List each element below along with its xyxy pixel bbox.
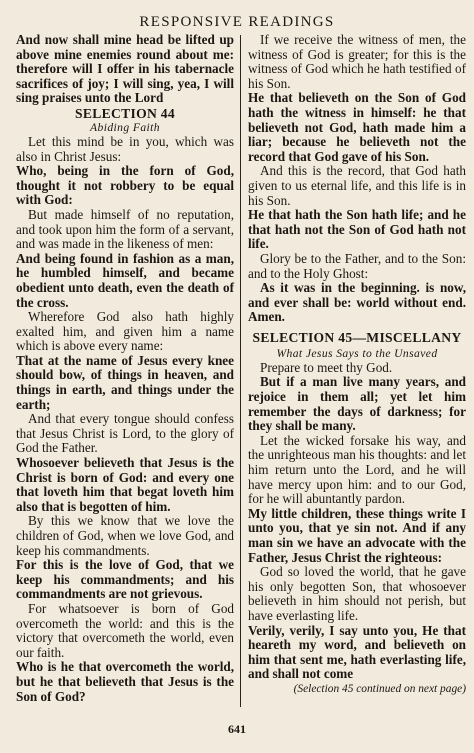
reading-leader-line: God so loved the world, that he gave his only begotten Son, that whosoever believeth in him should not perish, but have everlasting life.	[247, 564, 466, 623]
reading-people-line: But if a man live many years, and rejoice in them all; yet let him remember the days of darkness; for they shall be many.	[247, 374, 466, 434]
reading-leader-line: Let this mind be in you, which was also in Christ Jesus:	[16, 133, 235, 164]
reading-people-line: For this is the love of God, that we keep his commandments; and his commandments are not grievous.	[16, 557, 235, 602]
reading-people-line: That at the name of Jesus every knee should bow, of things in heaven, and things in earth, and things under the earth;	[16, 352, 235, 412]
reading-leader-line: For whatsoever is born of God overcometh the world: and this is the victory that overcometh the world, even our faith.	[16, 600, 235, 660]
page-header: RESPONSIVE READINGS	[139, 14, 335, 30]
gloria-leader-line: Glory be to the Father, and to the Son: and to the Holy Ghost:	[247, 250, 466, 281]
reading-people-line: My little children, these things write I unto you, that ye sin not. And if any man sin we have an advocate with the Father, Jesus Christ the righteous:	[247, 505, 466, 565]
reading-people-line: And being found in fashion as a man, he humbled himself, and became obedient unto death, even the death of the cross.	[16, 250, 235, 310]
reading-people-line: Who is he that overcometh the world, but he that believeth that Jesus is the Son of God?	[16, 659, 235, 704]
right-column	[241, 33, 466, 718]
selection-44-title: SELECTION 44	[75, 105, 175, 121]
reading-leader-line: And this is the record, that God hath given to us eternal life, and this life is in his Son.	[247, 163, 466, 208]
reading-leader-line: By this we know that we love the children of God, when we love God, and keep his commandments.	[16, 513, 235, 558]
reading-people-line: Verily, verily, I say unto you, He that heareth my word, and believeth on him that sent me, hath everlasting life, and shall not come	[247, 622, 466, 682]
continued-note: (Selection 45 continued on next page)	[293, 682, 466, 695]
selection-45-subtitle: What Jesus Says to the Unsaved	[276, 346, 438, 360]
page-number: 641	[228, 722, 246, 736]
reading-leader-line: If we receive the witness of men, the witness of God is greater; for this is the witness of God which he hath testified of his Son.	[247, 33, 466, 91]
reading-leader-line: Prepare to meet thy God.	[259, 359, 393, 375]
reading-people-line: Who, being in the forn of God, thought it not robbery to be equal with God:	[16, 163, 235, 208]
gloria-people-line: As it was in the beginning. is now, and ever shall be: world without end. Amen.	[247, 280, 466, 325]
reading-leader-line: Wherefore God also hath highly exalted him, and given him a name which is above every name:	[16, 309, 235, 354]
reading-leader-line: Let the wicked forsake his way, and the unrighteous man his thoughts: and let him return unto the Lord, and he will have mercy upon him: and to our God, for he will abuntantly pardon.	[247, 432, 466, 507]
reading-people-line: And now shall mine head be lifted up above mine enemies round about me: therefore will I offer in his tabernacle sacrifices of joy; I will sing, yea, I will sing praises unto the Lord	[16, 33, 235, 106]
selection-44-subtitle: Abiding Faith	[90, 120, 160, 134]
left-column	[16, 33, 240, 718]
reading-leader-line: And that every tongue should confess that Jesus Christ is Lord, to the glory of God the Father.	[16, 411, 235, 456]
reading-people-line: Whosoever believeth that Jesus is the Christ is born of God: and every one that loveth him that begat loveth him also that is begotten of him.	[16, 455, 235, 514]
reading-leader-line: But made himself of no reputation, and took upon him the form of a servant, and was made in the likeness of men:	[16, 206, 235, 252]
selection-45-title: SELECTION 45—MISCELLANY	[252, 329, 462, 345]
two-column-body	[16, 33, 466, 718]
reading-people-line: He that believeth on the Son of God hath the witness in himself: he that believeth not God, hath made him a liar; because he believeth not the record that God gave of his Son.	[247, 90, 466, 164]
reading-people-line: He that hath the Son hath life; and he that hath not the Son of God hath not life.	[247, 207, 466, 252]
